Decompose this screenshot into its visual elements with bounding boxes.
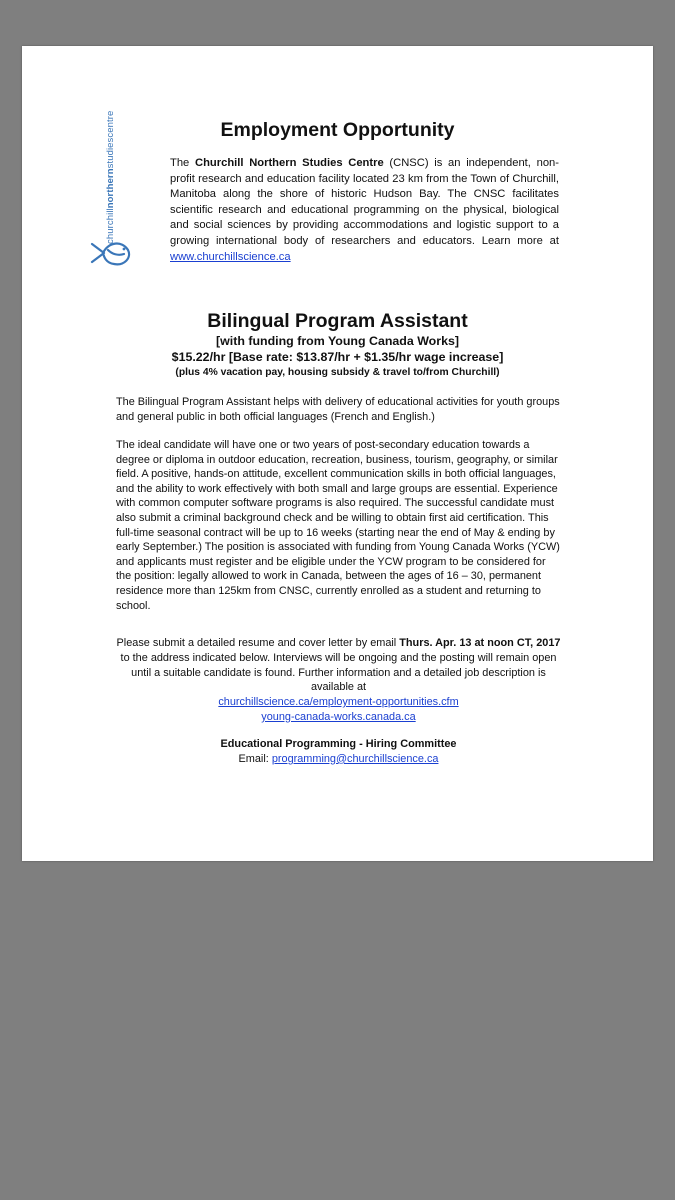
funding-line: [with funding from Young Canada Works] (216, 334, 459, 348)
intro-paragraph (170, 156, 559, 265)
logo-text-bold: northern (105, 168, 116, 209)
closing-body: to the address indicated below. Interviews will be ongoing and the posting will remain open until a suitable candidate is found. Further information and a detailed job description is available at (120, 651, 557, 694)
contact-block (116, 737, 561, 767)
application-instructions (116, 636, 561, 725)
employment-link[interactable]: churchillscience.ca/employment-opportunities.cfm (218, 696, 459, 709)
org-name: Churchill Northern Studies Centre (195, 157, 384, 169)
role-description: The Bilingual Program Assistant helps with delivery of educational activities for youth groups and general public in both official languages (French and English.) (116, 396, 560, 423)
committee-name: Educational Programming - Hiring Committee (220, 738, 457, 750)
intro-lead: The (170, 157, 195, 169)
logo-text-prefix: churchill (105, 208, 116, 244)
email-label: Email: (238, 752, 272, 765)
closing-lead: Please submit a detailed resume and cover letter by email (116, 637, 400, 649)
requirements-paragraph: The ideal candidate will have one or two years of post-secondary education towards a degree or diploma in outdoor education, recreation, business, tourism, geography, or similar field. A positive, hands-on attitude, excellent communication skills in both official languages, and the ability to work effectively with both small and large groups are essential. Experience with common computer software programs is also required. The successful candidate must also submit a criminal background check and be willing to obtain first aid certification. This full-time seasonal contract will be up to 16 weeks (starting near the end of May & ending by early September.) The position is associated with funding from Young Canada Works (YCW) and applicants must register and be eligible under the YCW program to be considered for the position: legally allowed to work in Canada, between the ages of 16 – 30, permanent residence more than 125km from CNSC, currently enrolled as a student and returning to school. (116, 439, 560, 612)
wage-line: $15.22/hr [Base rate: $13.87/hr + $1.35/hr wage increase] (171, 350, 504, 364)
page-title: Employment Opportunity (220, 119, 455, 141)
benefits-line: (plus 4% vacation pay, housing subsidy & travel to/from Churchill) (175, 367, 500, 378)
job-title: Bilingual Program Assistant (207, 310, 468, 332)
ycw-link[interactable]: young-canada-works.canada.ca (261, 710, 416, 723)
intro-body: (CNSC) is an independent, non-profit research and education facility located 23 km from the Town of Churchill, Manitoba along the shore of historic Hudson Bay. The CNSC facilitates scientific research and educational programming on the physical, biological and social sciences by providing accommodations and logistic support to a growing international body of researchers and educators. Learn more at (170, 157, 559, 247)
email-link[interactable]: programming@churchillscience.ca (271, 752, 439, 765)
logo-text-suffix: studiescentre (105, 110, 116, 169)
website-link[interactable]: www.churchillscience.ca (170, 250, 291, 263)
deadline: Thurs. Apr. 13 at noon CT, 2017 (399, 637, 561, 649)
